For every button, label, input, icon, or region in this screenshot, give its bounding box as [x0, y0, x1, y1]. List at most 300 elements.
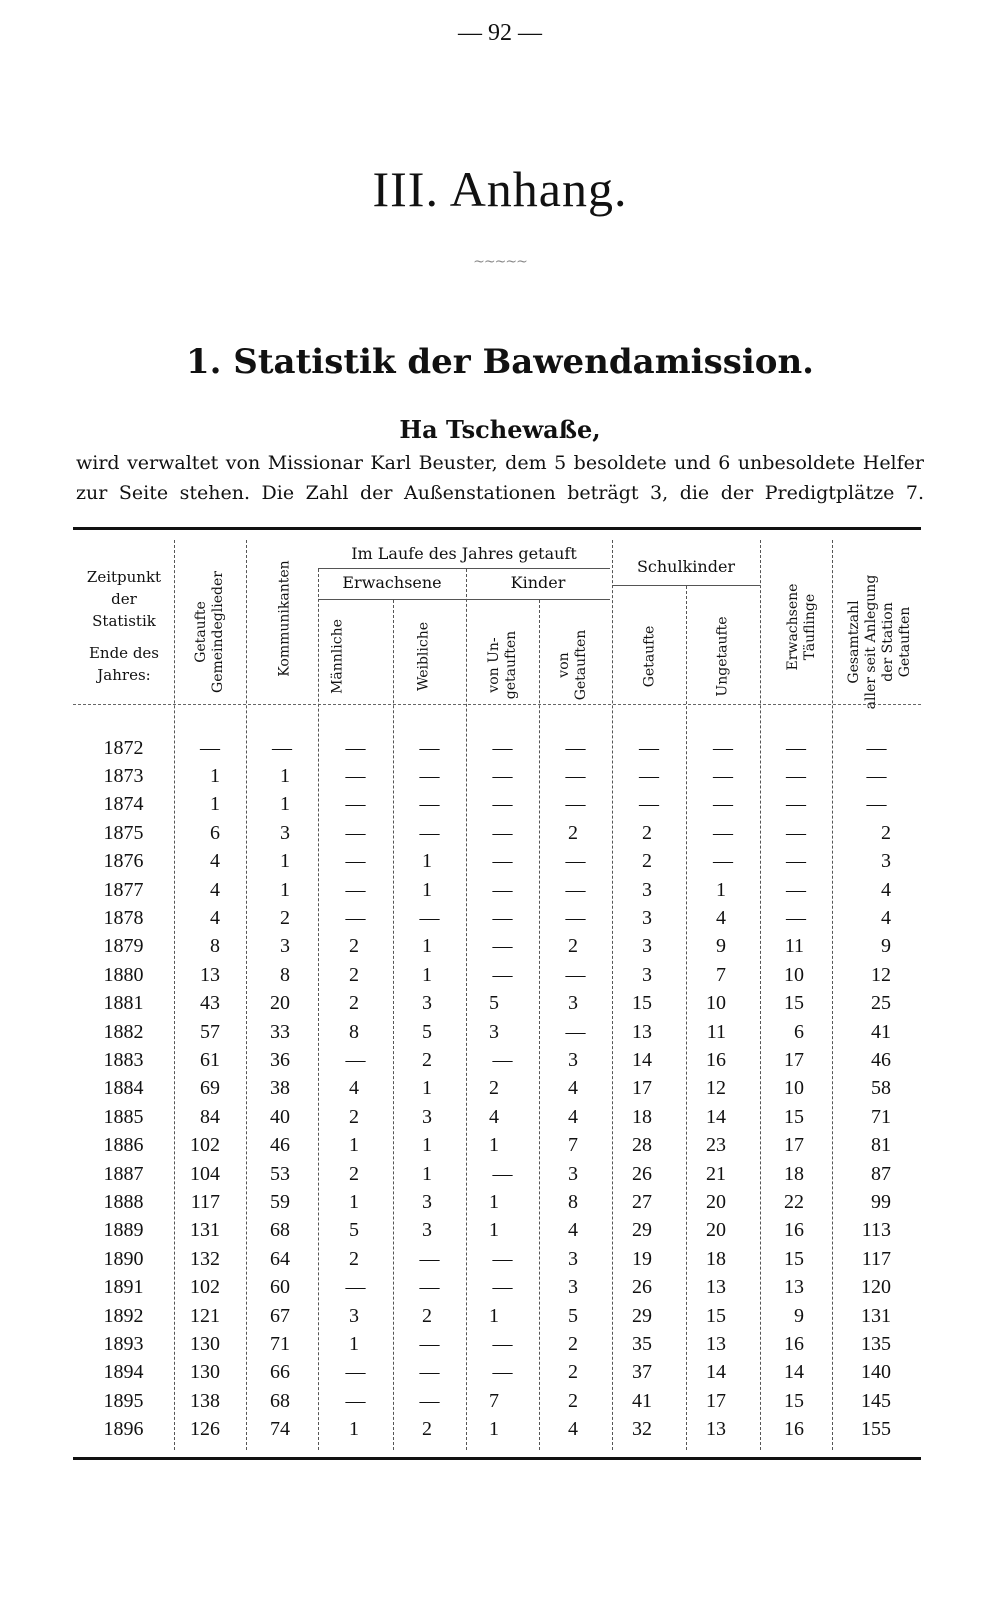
table-cell: 5 — [349, 1219, 359, 1242]
table-row — [73, 1160, 921, 1188]
table-cell: 2 — [349, 963, 359, 986]
table-row — [73, 734, 921, 762]
table-cell: 11 — [706, 1020, 726, 1043]
table-cell: 32 — [632, 1418, 652, 1441]
table-row — [73, 848, 921, 876]
table-cell: — — [419, 1276, 440, 1299]
table-row — [73, 1217, 921, 1245]
table-cell: 10 — [706, 992, 726, 1015]
table-cell: — — [565, 963, 586, 986]
table-cell: 1 — [349, 1134, 359, 1157]
table-cell: 1 — [489, 1304, 499, 1327]
table-cell: 10 — [784, 1077, 804, 1100]
table-cell: — — [345, 736, 366, 759]
table-cell: 135 — [861, 1332, 891, 1355]
table-cell: 2 — [349, 1247, 359, 1270]
table-cell: 22 — [784, 1190, 804, 1213]
station-name: Ha Tschewaße, — [399, 415, 601, 444]
table-cell: 13 — [784, 1276, 804, 1299]
table-cell: 3 — [881, 850, 891, 873]
table-cell: — — [419, 736, 440, 759]
section-title: 1. Statistik der Bawendamission. — [185, 342, 815, 382]
year-cell: 1888 — [103, 1190, 144, 1213]
year-cell: 1872 — [103, 736, 144, 759]
table-cell: 3 — [642, 907, 652, 930]
year-cell: 1890 — [103, 1247, 144, 1270]
table-cell: — — [419, 1361, 440, 1384]
table-cell: 3 — [422, 1219, 432, 1242]
table-row — [73, 1131, 921, 1159]
table-cell: 26 — [632, 1276, 652, 1299]
header-zeitpunkt-line: Statistik — [92, 612, 156, 630]
table-row — [73, 961, 921, 989]
table-cell: 1 — [349, 1332, 359, 1355]
table-row — [73, 819, 921, 847]
table-row — [73, 1018, 921, 1046]
header-line: getauften — [503, 630, 519, 700]
header-line: Getauften — [573, 629, 589, 701]
table-cell: 4 — [716, 907, 726, 930]
year-cell: 1891 — [103, 1276, 144, 1299]
table-cell: — — [565, 850, 586, 873]
table-cell: 3 — [642, 963, 652, 986]
spacer — [78, 632, 170, 642]
table-cell: 1 — [280, 765, 290, 788]
table-cell: — — [492, 1048, 513, 1071]
table-row — [73, 1387, 921, 1415]
year-cell: 1880 — [103, 963, 144, 986]
table-cell: 2 — [568, 1361, 578, 1384]
table-cell: 1 — [489, 1219, 499, 1242]
table-cell: 3 — [489, 1020, 499, 1043]
table-cell: — — [492, 1162, 513, 1185]
table-row — [73, 791, 921, 819]
table-cell: — — [419, 765, 440, 788]
header-zeitpunkt-line: Jahres: — [97, 666, 151, 684]
year-cell: 1876 — [103, 850, 144, 873]
table-cell: 131 — [861, 1304, 891, 1327]
year-cell: 1882 — [103, 1020, 144, 1043]
table-cell: 4 — [568, 1219, 578, 1242]
table-cell: — — [492, 821, 513, 844]
table-row — [73, 1415, 921, 1443]
table-cell: 132 — [190, 1247, 220, 1270]
table-cell: — — [492, 1247, 513, 1270]
table-cell: 4 — [568, 1105, 578, 1128]
table-cell: — — [786, 878, 806, 901]
table-cell: 2 — [422, 1048, 432, 1071]
table-cell: 2 — [568, 821, 578, 844]
header-zeitpunkt — [78, 566, 170, 686]
table-cell: 16 — [784, 1418, 804, 1441]
table-cell: 59 — [270, 1190, 290, 1213]
table-cell: 2 — [568, 1332, 578, 1355]
table-row — [73, 933, 921, 961]
header-line: von — [556, 652, 572, 678]
table-cell: 7 — [568, 1134, 578, 1157]
table-cell: — — [866, 793, 887, 816]
table-cell: — — [272, 736, 292, 759]
table-cell: 64 — [270, 1247, 290, 1270]
header-line: Weibliche — [415, 621, 432, 692]
header-line: von Un- — [486, 637, 502, 693]
table-cell: 61 — [200, 1048, 220, 1071]
table-cell: 1 — [280, 793, 290, 816]
table-cell: 6 — [210, 821, 220, 844]
table-cell: 15 — [784, 1389, 804, 1412]
table-cell: — — [345, 1276, 366, 1299]
table-cell: 5 — [422, 1020, 432, 1043]
table-cell: 84 — [200, 1105, 220, 1128]
table-cell: 3 — [568, 992, 578, 1015]
table-row — [73, 1103, 921, 1131]
table-cell: 16 — [706, 1048, 726, 1071]
year-cell: 1893 — [103, 1332, 144, 1355]
table-cell: 9 — [716, 935, 726, 958]
header-line: aller seit Anlegung — [863, 574, 879, 710]
table-cell: 1 — [280, 878, 290, 901]
table-cell: 8 — [349, 1020, 359, 1043]
statistics-table — [73, 734, 921, 1444]
table-cell: 7 — [716, 963, 726, 986]
table-cell: 3 — [568, 1276, 578, 1299]
header-line: Getaufte — [193, 601, 209, 663]
table-cell: — — [639, 765, 659, 788]
table-cell: 16 — [784, 1332, 804, 1355]
table-cell: — — [713, 793, 733, 816]
table-cell: — — [492, 907, 513, 930]
table-cell: — — [639, 736, 659, 759]
table-cell: — — [492, 878, 513, 901]
table-cell: 74 — [270, 1418, 290, 1441]
table-cell: 2 — [422, 1304, 432, 1327]
table-cell: 126 — [190, 1418, 220, 1441]
header-line: Täuflinge — [802, 593, 818, 661]
table-cell: 21 — [706, 1162, 726, 1185]
table-cell: 4 — [210, 878, 220, 901]
year-cell: 1895 — [103, 1389, 144, 1412]
table-cell: 17 — [706, 1389, 726, 1412]
description-line-1: wird verwaltet von Missionar Karl Beuster, dem 5 besoldete und 6 unbesoldete Helfer — [76, 452, 924, 474]
year-cell: 1881 — [103, 992, 144, 1015]
table-cell: 13 — [632, 1020, 652, 1043]
table-cell: 2 — [349, 1162, 359, 1185]
table-cell: 38 — [270, 1077, 290, 1100]
table-cell: 17 — [632, 1077, 652, 1100]
header-gesamtzahl — [846, 572, 914, 712]
table-cell: 14 — [632, 1048, 652, 1071]
table-cell: 3 — [568, 1247, 578, 1270]
table-cell: — — [713, 765, 733, 788]
table-cell: 29 — [632, 1304, 652, 1327]
table-cell: 4 — [349, 1077, 359, 1100]
table-cell: 3 — [642, 935, 652, 958]
header-line: Getauften — [897, 606, 913, 678]
table-cell: 68 — [270, 1389, 290, 1412]
table-cell: 145 — [861, 1389, 891, 1412]
table-cell: 138 — [190, 1389, 220, 1412]
table-cell: — — [565, 907, 586, 930]
page-number: — 92 — — [458, 20, 542, 46]
year-cell: 1874 — [103, 793, 144, 816]
table-cell: 102 — [190, 1134, 220, 1157]
header-line: Erwachsene — [785, 583, 801, 671]
year-cell: 1884 — [103, 1077, 144, 1100]
header-zeitpunkt-line: der — [111, 590, 137, 608]
table-cell: 117 — [190, 1190, 220, 1213]
table-cell: 1 — [489, 1134, 499, 1157]
table-cell: 7 — [489, 1389, 499, 1412]
table-cell: 60 — [270, 1276, 290, 1299]
table-cell: 140 — [861, 1361, 891, 1384]
table-cell: 8 — [568, 1190, 578, 1213]
table-cell: 2 — [349, 935, 359, 958]
table-cell: 58 — [871, 1077, 891, 1100]
table-cell: — — [492, 963, 513, 986]
table-cell: 15 — [706, 1304, 726, 1327]
table-cell: 43 — [200, 992, 220, 1015]
table-cell: — — [786, 850, 806, 873]
table-cell: — — [713, 850, 733, 873]
table-cell: 46 — [871, 1048, 891, 1071]
table-cell: 2 — [642, 821, 652, 844]
header-kommunikanten — [277, 554, 294, 684]
table-cell: 2 — [881, 821, 891, 844]
table-cell: 13 — [706, 1332, 726, 1355]
table-cell: — — [345, 821, 366, 844]
table-cell: — — [200, 736, 220, 759]
table-cell: 1 — [210, 793, 220, 816]
table-cell: 12 — [706, 1077, 726, 1100]
table-cell: 17 — [784, 1134, 804, 1157]
table-cell: 20 — [706, 1219, 726, 1242]
table-cell: 121 — [190, 1304, 220, 1327]
header-maennliche — [330, 617, 347, 697]
header-line: der Station — [880, 602, 896, 682]
table-cell: — — [492, 850, 513, 873]
table-cell: 17 — [784, 1048, 804, 1071]
table-cell: 3 — [568, 1162, 578, 1185]
table-cell: — — [345, 907, 366, 930]
table-cell: 130 — [190, 1361, 220, 1384]
table-cell: 4 — [489, 1105, 499, 1128]
year-cell: 1873 — [103, 765, 144, 788]
table-cell: 120 — [861, 1276, 891, 1299]
table-cell: — — [492, 1276, 513, 1299]
table-cell: 4 — [568, 1418, 578, 1441]
table-cell: 4 — [881, 907, 891, 930]
table-cell: 1 — [422, 1134, 432, 1157]
header-separator — [73, 704, 921, 705]
year-cell: 1886 — [103, 1134, 144, 1157]
table-cell: 68 — [270, 1219, 290, 1242]
table-cell: — — [492, 765, 513, 788]
table-cell: — — [419, 1332, 440, 1355]
year-cell: 1887 — [103, 1162, 144, 1185]
table-cell: 1 — [422, 878, 432, 901]
table-cell: — — [492, 1361, 513, 1384]
table-cell: 9 — [881, 935, 891, 958]
table-cell: 1 — [489, 1190, 499, 1213]
table-cell: 104 — [190, 1162, 220, 1185]
table-cell: 2 — [642, 850, 652, 873]
table-cell: 2 — [349, 992, 359, 1015]
table-cell: — — [345, 1361, 366, 1384]
table-cell: 99 — [871, 1190, 891, 1213]
table-cell: 46 — [270, 1134, 290, 1157]
header-line: Getaufte — [641, 625, 658, 688]
table-cell: 117 — [861, 1247, 891, 1270]
header-subgroup-line — [318, 599, 610, 600]
table-cell: 35 — [632, 1332, 652, 1355]
table-cell: 1 — [422, 963, 432, 986]
ornament-divider: ~~~~~ — [473, 254, 527, 270]
table-cell: — — [786, 765, 806, 788]
header-line: Gemeindeglieder — [210, 571, 226, 693]
header-im-laufe: Im Laufe des Jahres getauft — [351, 544, 577, 563]
header-zeitpunkt-line: Ende des — [88, 644, 160, 662]
table-cell: 13 — [706, 1276, 726, 1299]
table-row — [73, 1245, 921, 1273]
table-cell: 15 — [784, 992, 804, 1015]
table-row — [73, 990, 921, 1018]
table-cell: 155 — [861, 1418, 891, 1441]
table-cell: 1 — [280, 850, 290, 873]
table-cell: 12 — [871, 963, 891, 986]
table-cell: — — [492, 736, 513, 759]
chapter-title: III. Anhang. — [372, 161, 628, 217]
header-kinder: Kinder — [510, 573, 566, 592]
table-cell: 4 — [210, 907, 220, 930]
table-cell: 18 — [632, 1105, 652, 1128]
table-cell: 3 — [280, 821, 290, 844]
header-line: Kommunikanten — [276, 560, 293, 677]
table-cell: 69 — [200, 1077, 220, 1100]
header-ungetaufte — [715, 612, 732, 702]
table-cell: — — [713, 736, 733, 759]
header-von-ungetauften — [486, 620, 520, 710]
table-cell: — — [419, 1247, 440, 1270]
year-cell: 1878 — [103, 907, 144, 930]
table-cell: 6 — [794, 1020, 804, 1043]
header-getaufte-gemeindeglieder — [193, 567, 227, 697]
table-cell: 25 — [871, 992, 891, 1015]
table-cell: 15 — [784, 1247, 804, 1270]
header-line: Ungetaufte — [714, 616, 731, 697]
table-row — [73, 1302, 921, 1330]
table-cell: — — [786, 793, 806, 816]
table-cell: 3 — [422, 1105, 432, 1128]
table-row — [73, 1330, 921, 1358]
table-cell: 3 — [642, 878, 652, 901]
header-erwachsene: Erwachsene — [342, 573, 442, 592]
table-cell: 8 — [210, 935, 220, 958]
table-cell: 15 — [632, 992, 652, 1015]
table-cell: 41 — [632, 1389, 652, 1412]
table-cell: — — [345, 793, 366, 816]
table-cell: 131 — [190, 1219, 220, 1242]
table-cell: — — [786, 907, 806, 930]
table-cell: 3 — [422, 1190, 432, 1213]
table-cell: — — [345, 765, 366, 788]
table-cell: — — [345, 878, 366, 901]
table-cell: 67 — [270, 1304, 290, 1327]
table-cell: 16 — [784, 1219, 804, 1242]
header-line: Gesamtzahl — [846, 600, 862, 684]
table-cell: 57 — [200, 1020, 220, 1043]
header-weibliche — [416, 617, 433, 697]
table-cell: — — [565, 1020, 586, 1043]
table-cell: 19 — [632, 1247, 652, 1270]
table-cell: 1 — [422, 935, 432, 958]
table-cell: 9 — [794, 1304, 804, 1327]
table-cell: 2 — [422, 1418, 432, 1441]
table-cell: 1 — [489, 1418, 499, 1441]
table-cell: 4 — [881, 878, 891, 901]
table-cell: 13 — [706, 1418, 726, 1441]
table-cell: 1 — [349, 1418, 359, 1441]
table-row — [73, 1359, 921, 1387]
table-row — [73, 1188, 921, 1216]
year-cell: 1885 — [103, 1105, 144, 1128]
table-cell: 113 — [861, 1219, 891, 1242]
year-cell: 1892 — [103, 1304, 144, 1327]
table-cell: 26 — [632, 1162, 652, 1185]
table-row — [73, 762, 921, 790]
table-cell: — — [419, 821, 440, 844]
table-cell: 8 — [280, 963, 290, 986]
table-cell: 36 — [270, 1048, 290, 1071]
table-cell: — — [786, 736, 806, 759]
table-cell: 81 — [871, 1134, 891, 1157]
table-cell: 10 — [784, 963, 804, 986]
table-cell: — — [492, 935, 513, 958]
header-von-getauften — [556, 620, 590, 710]
table-cell: 2 — [568, 935, 578, 958]
year-cell: 1896 — [103, 1418, 144, 1441]
statistics-table-body — [73, 734, 921, 1444]
table-cell: 29 — [632, 1219, 652, 1242]
table-cell: 1 — [716, 878, 726, 901]
table-cell: — — [866, 765, 887, 788]
table-cell: 4 — [210, 850, 220, 873]
table-cell: 18 — [706, 1247, 726, 1270]
table-cell: — — [713, 821, 733, 844]
table-cell: 40 — [270, 1105, 290, 1128]
table-cell: 14 — [784, 1361, 804, 1384]
table-row — [73, 904, 921, 932]
table-cell: — — [565, 736, 586, 759]
year-cell: 1875 — [103, 821, 144, 844]
table-row — [73, 1046, 921, 1074]
table-cell: 15 — [784, 1105, 804, 1128]
table-cell: 3 — [422, 992, 432, 1015]
table-cell: 3 — [349, 1304, 359, 1327]
table-cell: — — [565, 793, 586, 816]
table-cell: — — [639, 793, 659, 816]
year-cell: 1877 — [103, 878, 144, 901]
table-cell: 11 — [784, 935, 804, 958]
table-cell: 71 — [871, 1105, 891, 1128]
table-cell: 53 — [270, 1162, 290, 1185]
table-cell: — — [419, 907, 440, 930]
year-cell: 1894 — [103, 1361, 144, 1384]
table-cell: 14 — [706, 1361, 726, 1384]
table-cell: 5 — [489, 992, 499, 1015]
table-cell: 13 — [200, 963, 220, 986]
table-cell: 1 — [422, 1077, 432, 1100]
table-row — [73, 1273, 921, 1301]
